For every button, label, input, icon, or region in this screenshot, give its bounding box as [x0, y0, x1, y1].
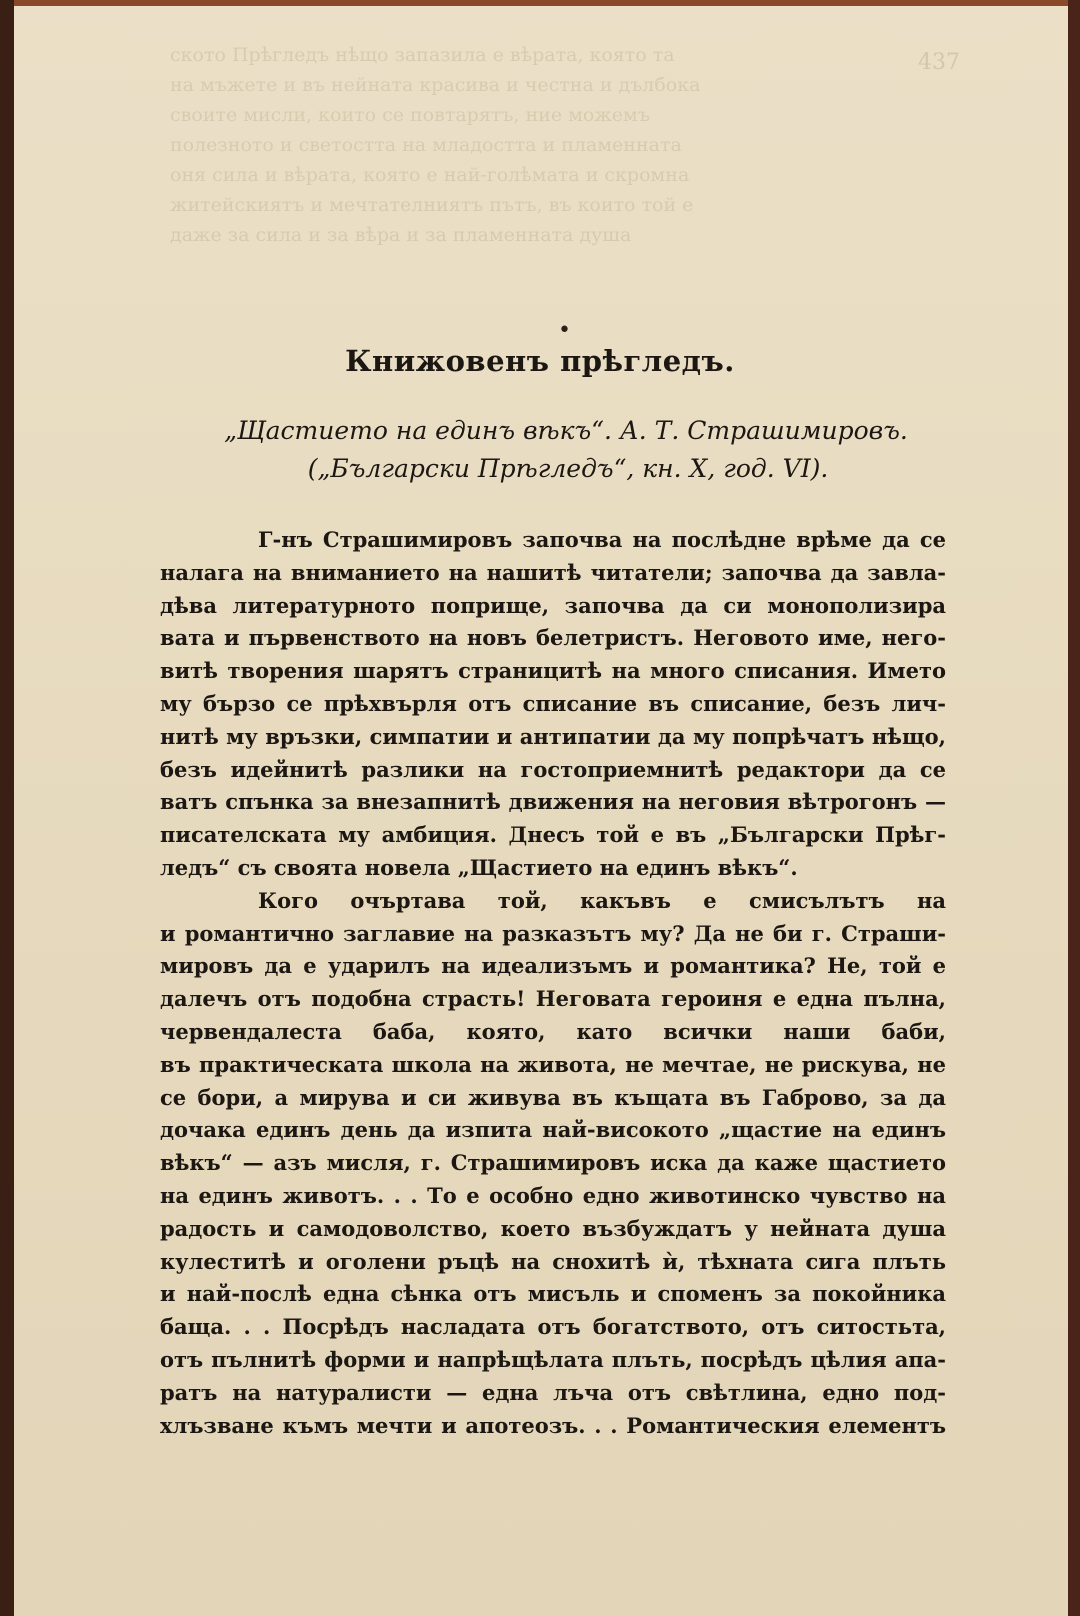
page-edge-left: [0, 0, 14, 1616]
body-line: баща. . . Посрѣдъ насладата отъ богатството, отъ ситостьта,: [160, 1314, 946, 1340]
bleed-through-page-number: 437: [918, 50, 960, 75]
body-line: и най-послѣ една сѣнка отъ мисъль и споменъ за покойника: [160, 1281, 946, 1307]
body-line: въ практическата школа на живота, не мечтае, не рискува, не: [160, 1051, 946, 1077]
page-edge-top: [0, 0, 1080, 6]
ornament-dot: •: [558, 318, 571, 343]
body-line: вѣкъ“ — азъ мисля, г. Страшимировъ иска да каже щастието: [160, 1150, 946, 1176]
bleed-through-text: [170, 40, 990, 340]
bleed-line: ското Прѣгледъ нѣщо запазила е вѣрата, която та: [170, 44, 675, 66]
body-line: радость и самодоволство, което възбуждатъ у нейната душа: [160, 1215, 946, 1241]
body-line: хлъзване къмъ мечти и апотеозъ. . . Романтическия елементъ: [160, 1412, 946, 1438]
bleed-line: житейскиятъ и мечтателниятъ пътъ, въ които той е: [170, 194, 694, 216]
body-line: се бори, а мирува и си живува въ къщата въ Габрово, за да: [160, 1084, 946, 1110]
body-line: ратъ на натуралисти — една лъча отъ свѣтлина, едно под-: [160, 1379, 946, 1405]
bleed-line: оня сила и вѣрата, която е най-голѣмата и скромна: [170, 164, 690, 186]
review-title-line: „Щастието на единъ вѣкъ“. А. Т. Страшимировъ.: [224, 416, 908, 445]
body-line: му бързо се прѣхвърля отъ списание въ списание, безъ лич-: [160, 690, 946, 716]
body-line: писателската му амбиция. Днесъ той е въ „Български Прѣг-: [160, 822, 946, 848]
body-line: витѣ творения шарятъ страницитѣ на много списания. Името: [160, 658, 946, 684]
body-line: дѣва литературното поприще, започва да си монополизира: [160, 592, 946, 618]
body-line: кулеститѣ и оголени ръцѣ на снохитѣ ѝ, тѣхната сига плъть: [160, 1248, 946, 1274]
bleed-line: полезното и светостта на младостта и пламенната: [170, 134, 682, 156]
body-line: ватъ спънка за внезапнитѣ движения на неговия вѣтрогонъ —: [160, 789, 946, 815]
bleed-line: своите мисли, които се повтарятъ, ние можемъ: [170, 104, 650, 126]
body-line: далечъ отъ подобна страсть! Неговата героиня е една пълна,: [160, 986, 946, 1012]
body-line: мировъ да е ударилъ на идеализъмъ и романтика? Не, той е: [160, 953, 946, 979]
body-line: ледъ“ съ своята новела „Щастието на единъ вѣкъ“.: [160, 854, 798, 880]
page-edge-right: [1068, 0, 1080, 1616]
body-line: и романтично заглавие на разказътъ му? Да не би г. Страши-: [160, 920, 946, 946]
section-heading: Книжовенъ прѣгледъ.: [345, 344, 735, 378]
body-line: нитѣ му връзки, симпатии и антипатии да му попрѣчатъ нѣщо,: [160, 723, 946, 749]
body-line: дочака единъ день да изпита най-високото „щастие на единъ: [160, 1117, 946, 1143]
body-line: отъ пълнитѣ форми и напрѣщѣлата плъть, посрѣдъ цѣлия апа-: [160, 1346, 946, 1372]
body-line: Кого очъртава той, какъвъ е смисълътъ на: [258, 887, 946, 913]
bleed-line: даже за сила и за вѣра и за пламенната душа: [170, 224, 632, 246]
body-line: вата и първенството на новъ белетристъ. Неговото име, него-: [160, 625, 946, 651]
body-line: безъ идейнитѣ разлики на гостоприемнитѣ редактори да се: [160, 756, 946, 782]
body-line: налага на вниманието на нашитѣ читатели; започва да завла-: [160, 559, 946, 585]
body-line: Г-нъ Страшимировъ започва на послѣдне врѣме да се: [258, 527, 946, 552]
review-source-line: („Български Прѣгледъ“, кн. X, год. VI).: [307, 454, 829, 483]
bleed-line: на мъжете и въ нейната красива и честна и дълбока: [170, 74, 701, 96]
body-line: на единъ животъ. . . То е особно едно животинско чувство на: [160, 1182, 946, 1208]
article-body: [160, 524, 946, 1442]
body-line: червендалеста баба, която, като всички наши баби,: [160, 1018, 946, 1044]
